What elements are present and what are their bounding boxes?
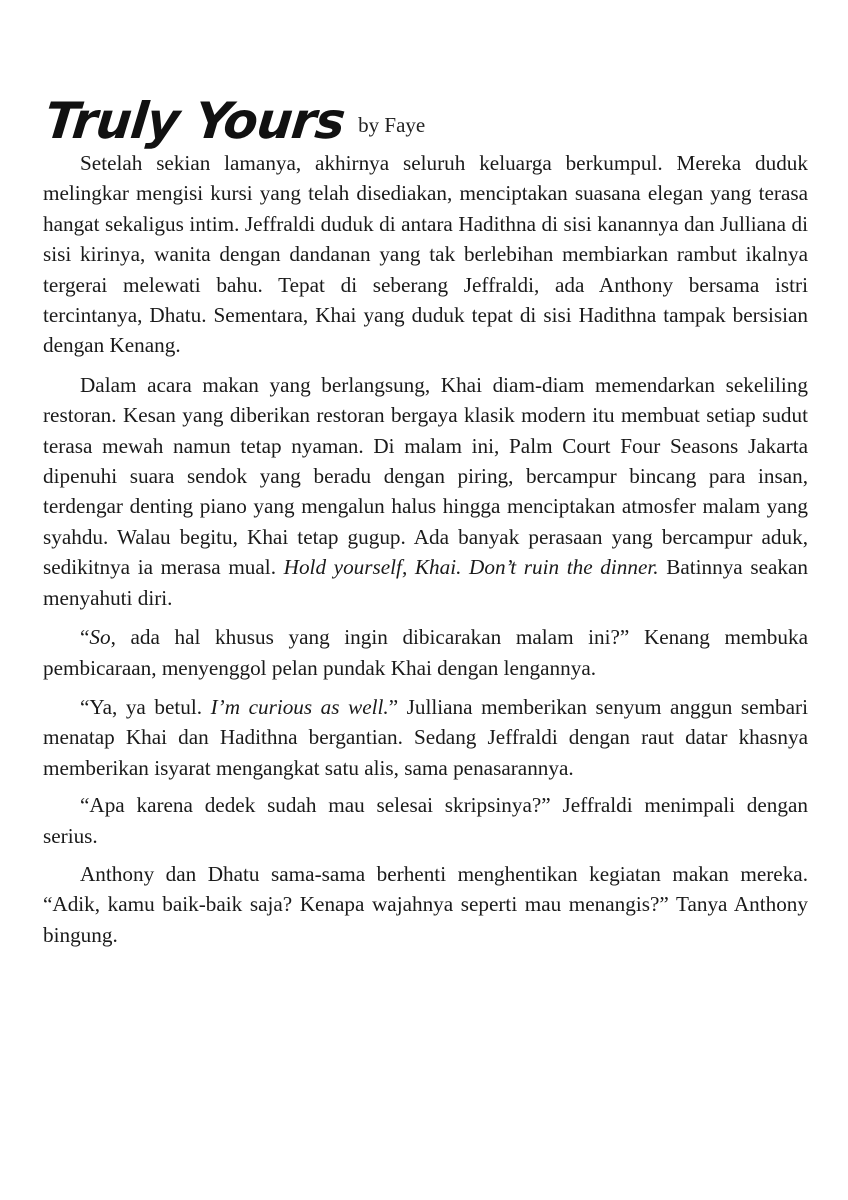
text-run: Dalam acara makan yang berlangsung, Khai diam-diam memendarkan sekeliling restoran. Kesan yang diberikan restoran bergaya klasik modern itu membuat setiap sudut terasa mewah namun tetap nyaman. Di malam ini, Palm Court Four Seasons Jakarta dipenuhi suara sendok yang beradu dengan piring, bercampur bincang para insan, terdengar denting piano yang mengalun halus hingga menciptakan atmosfer malam yang syahdu. Walau begitu, Khai tetap gugup. Ada banyak perasaan yang bercampur aduk, sedikitnya ia merasa mual. — [43, 372, 808, 580]
paragraph — [43, 370, 808, 613]
text-run: Anthony dan Dhatu sama-sama berhenti menghentikan kegiatan makan mereka. “Adik, kamu baik-baik saja? Kenapa wajahnya seperti mau menangis?” Tanya Anthony bingung. — [43, 861, 808, 947]
italic-text-run: So — [89, 625, 111, 650]
story-title: Truly Yours — [41, 92, 348, 150]
italic-text-run: Hold yourself, Khai. Don’t ruin the dinner. — [283, 555, 659, 580]
text-run: Setelah sekian lamanya, akhirnya seluruh keluarga berkumpul. Mereka duduk melingkar mengisi kursi yang telah disediakan, menciptakan suasana elegan yang terasa hangat sekaligus intim. Jeffraldi duduk di antara Hadithna di sisi kanannya dan Julliana di sisi kirinya, wanita dengan dandanan yang tak berlebihan membiarkan rambut ikalnya tergerai melewati bahu. Tepat di seberang Jeffraldi, ada Anthony bersama istri tercintanya, Dhatu. Sementara, Khai yang duduk tepat di sisi Hadithna tampak bersisian dengan Kenang. — [43, 151, 808, 358]
story-body — [43, 148, 808, 950]
paragraph — [43, 790, 808, 851]
paragraph — [43, 859, 808, 950]
story-heading — [41, 58, 808, 150]
text-run: “Ya, ya betul. — [80, 694, 211, 719]
story-page — [43, 58, 808, 959]
paragraph — [43, 148, 808, 361]
author-byline: by Faye — [358, 113, 426, 137]
text-run: “Apa karena dedek sudah mau selesai skripsinya?” Jeffraldi menimpali dengan serius. — [43, 793, 808, 848]
paragraph — [43, 622, 808, 683]
italic-text-run: I’m curious as well. — [210, 694, 389, 719]
text-run: ” Julliana memberikan senyum anggun sembari menatap Khai dan Hadithna bergantian. Sedang Jeffraldi dengan raut datar khasnya memberikan isyarat mengangkat satu alis, sama penasarannya. — [43, 694, 808, 780]
text-run: Batinnya seakan menyahuti diri. — [43, 555, 809, 610]
paragraph — [43, 692, 808, 783]
text-run: “ — [80, 625, 90, 650]
text-run: , ada hal khusus yang ingin dibicarakan malam ini?” Kenang membuka pembicaraan, menyenggol pelan pundak Khai dengan lengannya. — [43, 625, 808, 680]
